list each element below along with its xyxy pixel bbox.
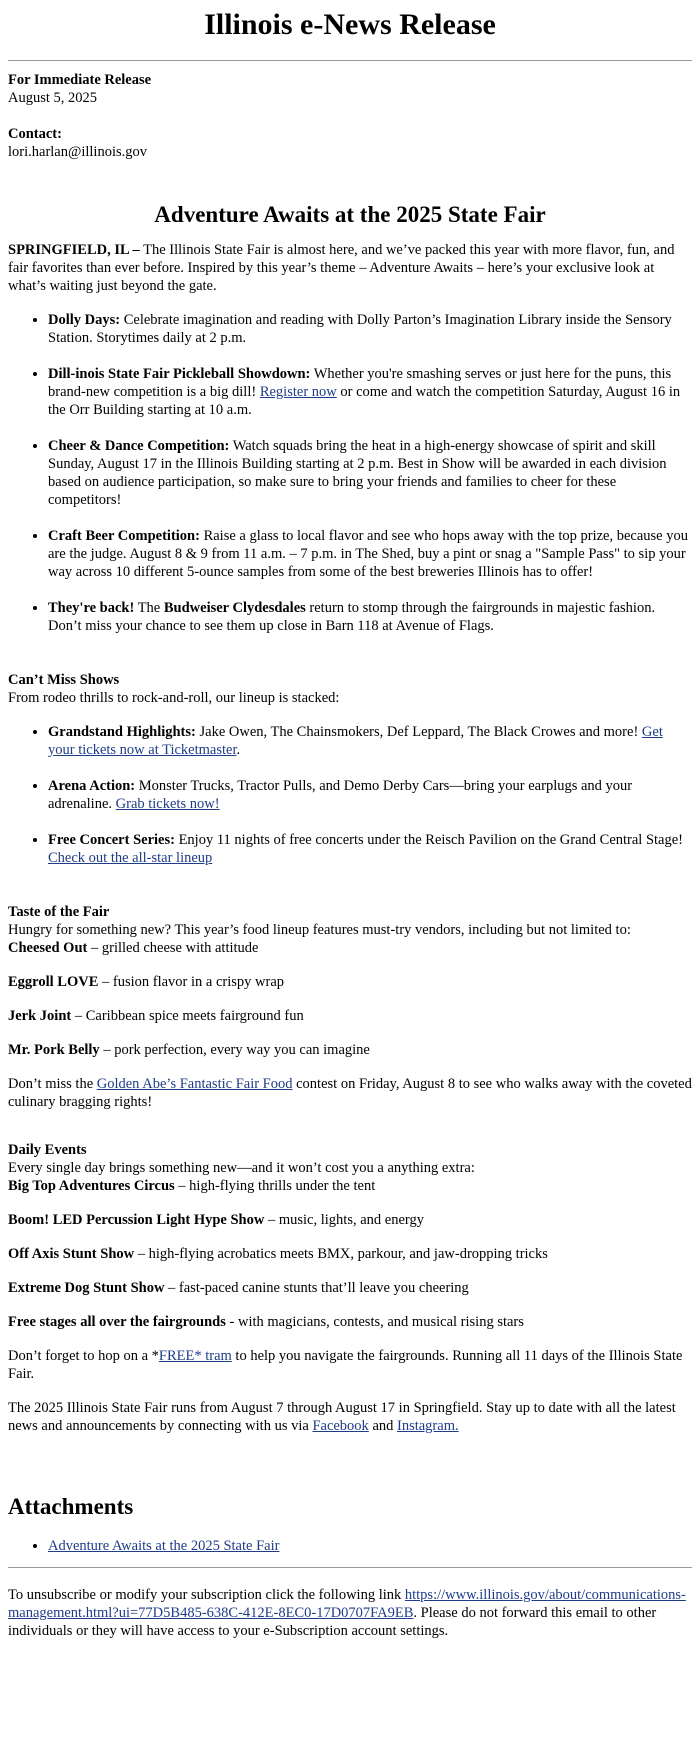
attachment-link[interactable]: Adventure Awaits at the 2025 State Fair — [48, 1538, 280, 1554]
event-item — [8, 1211, 692, 1229]
list-item — [48, 723, 692, 759]
article-headline: Adventure Awaits at the 2025 State Fair — [154, 202, 546, 227]
facebook-link[interactable]: Facebook — [312, 1418, 369, 1434]
daily-intro: Every single day brings something new—and it won’t cost you a anything extra: — [8, 1160, 475, 1176]
daily-heading: Daily Events — [8, 1142, 87, 1158]
lineup-link[interactable]: Check out the all-star lineup — [48, 850, 213, 866]
contact-email: lori.harlan@illinois.gov — [8, 144, 148, 160]
item-title: They're back! — [48, 600, 135, 616]
attachments-heading: Attachments — [8, 1494, 134, 1519]
item-title: Craft Beer Competition: — [48, 528, 200, 544]
fair-food-contest-link[interactable]: Golden Abe’s Fantastic Fair Food — [96, 1076, 293, 1092]
vendor-item — [8, 1007, 692, 1025]
header-divider — [8, 60, 692, 61]
event-name: Extreme Dog Stunt Show — [8, 1280, 165, 1296]
event-item — [8, 1177, 692, 1195]
vendor-item — [8, 1041, 692, 1059]
tram-paragraph: Don’t forget to hop on a *FREE* tram to help you navigate the fairgrounds. Running all 11 days of the Illinois State Fair. — [8, 1348, 683, 1382]
free-tram-link[interactable]: FREE* tram — [158, 1348, 232, 1364]
event-desc: – fast-paced canine stunts that’ll leave you cheering — [164, 1280, 469, 1296]
vendor-name: Mr. Pork Belly — [8, 1042, 100, 1058]
taste-heading: Taste of the Fair — [8, 904, 110, 920]
list-item — [48, 831, 692, 867]
vendor-name: Cheesed Out — [8, 940, 88, 956]
list-item — [48, 311, 692, 347]
item-title: Arena Action: — [48, 778, 136, 794]
vendor-item — [8, 939, 692, 957]
list-item — [48, 599, 692, 635]
taste-intro: Hungry for something new? This year’s food lineup features must-try vendors, including but not limited to: — [8, 922, 631, 938]
event-desc: - with magicians, contests, and musical rising stars — [225, 1314, 524, 1330]
event-item — [8, 1279, 692, 1297]
vendor-desc: – Caribbean spice meets fairground fun — [71, 1008, 304, 1024]
list-item — [48, 365, 692, 419]
event-item — [8, 1245, 692, 1263]
attachments-list — [8, 1537, 692, 1555]
dateline: SPRINGFIELD, IL – — [8, 242, 140, 258]
item-text: Celebrate imagination and reading with Dolly Parton’s Imagination Library inside the Sensory Station. Storytimes daily at 2 p.m. — [48, 312, 672, 346]
intro-text: The Illinois State Fair is almost here, and we’ve packed this year with more flavor, fun, and fair favorites than ever before. Inspired by this year’s theme – Adventure Awaits – here’s your exclusive look at what’s waiting just beyond the gate. — [8, 242, 675, 294]
item-text: Enjoy 11 nights of free concerts under the Reisch Pavilion on the Grand Central Stage! — [174, 832, 683, 848]
item-text: or come and watch the competition Saturday, August 16 in the Orr Building starting at 10 a.m. — [48, 384, 681, 418]
item-title: Dolly Days: — [48, 312, 121, 328]
event-desc: – music, lights, and energy — [264, 1212, 424, 1228]
footer-divider — [8, 1567, 692, 1568]
page-title: Illinois e-News Release — [204, 8, 496, 41]
item-text: Watch squads bring the heat in a high-energy showcase of spirit and skill Sunday, August 17 in the Illinois Building starting at 2 p.m. Best in Show will be awarded in each division based on audience participation, so make sure to bring your friends and families to cheer for these competitors! — [48, 438, 667, 508]
release-info — [8, 71, 692, 107]
shows-list — [8, 723, 692, 867]
vendor-item — [8, 973, 692, 991]
vendor-desc: – fusion flavor in a crispy wrap — [98, 974, 285, 990]
list-item — [48, 777, 692, 813]
item-title: Dill-inois State Fair Pickleball Showdown: — [48, 366, 311, 382]
item-text: The — [134, 600, 164, 616]
event-item — [8, 1313, 692, 1331]
item-text: Raise a glass to local flavor and see who hops away with the top prize, because you are the judge. August 8 & 9 from 11 a.m. – 7 p.m. in The Shed, buy a pint or snag a "Sample Pass" to sip your way across 10 different 5-ounce samples from some of the best breweries Illinois has to offer! — [48, 528, 688, 580]
contact-info — [8, 125, 692, 161]
contest-paragraph: Don’t miss the Golden Abe’s Fantastic Fair Food contest on Friday, August 8 to see who walks away with the coveted culinary bragging rights! — [8, 1076, 692, 1110]
event-name: Off Axis Stunt Show — [8, 1246, 135, 1262]
event-desc: – high-flying thrills under the tent — [174, 1178, 376, 1194]
event-desc: – high-flying acrobatics meets BMX, parkour, and jaw-dropping tricks — [134, 1246, 548, 1262]
contact-label: Contact: — [8, 126, 62, 142]
item-text: . — [236, 742, 241, 758]
list-item — [48, 527, 692, 581]
item-title: Cheer & Dance Competition: — [48, 438, 230, 454]
grab-tickets-link[interactable]: Grab tickets now! — [115, 796, 220, 812]
register-now-link[interactable]: Register now — [259, 384, 337, 400]
list-item — [48, 1537, 692, 1555]
item-title: Free Concert Series: — [48, 832, 175, 848]
event-name: Boom! LED Percussion Light Hype Show — [8, 1212, 265, 1228]
list-item — [48, 437, 692, 509]
subscription-management-link[interactable]: https://www.illinois.gov/about/communications-management.html?ui=77D5B485-638C-412E-8EC0-17D0707FA9EB — [8, 1587, 686, 1621]
vendor-desc: – pork perfection, every way you can imagine — [99, 1042, 370, 1058]
item-title: Budweiser Clydesdales — [163, 600, 306, 616]
release-date: August 5, 2025 — [8, 90, 98, 106]
highlights-list — [8, 311, 692, 635]
vendor-name: Jerk Joint — [8, 1008, 72, 1024]
item-title: Grandstand Highlights: — [48, 724, 196, 740]
event-name: Big Top Adventures Circus — [8, 1178, 175, 1194]
closing-paragraph: The 2025 Illinois State Fair runs from August 7 through August 17 in Springfield. Stay up to date with all the latest news and announcements by connecting with us via Facebook and Instagram. — [8, 1400, 676, 1434]
article-intro — [8, 241, 692, 295]
footer-text: To unsubscribe or modify your subscription click the following link https://www.illinois.gov/about/communications-management.html?ui=77D5B485-638C-412E-8EC0-17D0707FA9EB. Please do not forward this email to other individuals or they will have access to your e-Subscription account settings. — [8, 1587, 686, 1639]
item-text: Jake Owen, The Chainsmokers, Def Leppard, The Black Crowes and more! — [195, 724, 642, 740]
shows-intro: From rodeo thrills to rock-and-roll, our lineup is stacked: — [8, 690, 340, 706]
vendor-desc: – grilled cheese with attitude — [87, 940, 259, 956]
email-page — [0, 8, 700, 1640]
release-label: For Immediate Release — [8, 72, 152, 88]
item-text: Whether you're smashing serves or just here for the puns, this brand-new competition is a big dill! — [48, 366, 672, 400]
ticketmaster-link[interactable]: Get your tickets now at Ticketmaster — [48, 724, 663, 758]
instagram-link[interactable]: Instagram. — [397, 1418, 459, 1434]
item-text: Monster Trucks, Tractor Pulls, and Demo Derby Cars—bring your earplugs and your adrenaline. — [48, 778, 633, 812]
item-text: return to stomp through the fairgrounds in majestic fashion. Don’t miss your chance to see them up close in Barn 118 at Avenue of Flags. — [48, 600, 656, 634]
vendor-name: Eggroll LOVE — [8, 974, 99, 990]
shows-heading: Can’t Miss Shows — [8, 672, 120, 688]
event-name: Free stages all over the fairgrounds — [8, 1314, 226, 1330]
